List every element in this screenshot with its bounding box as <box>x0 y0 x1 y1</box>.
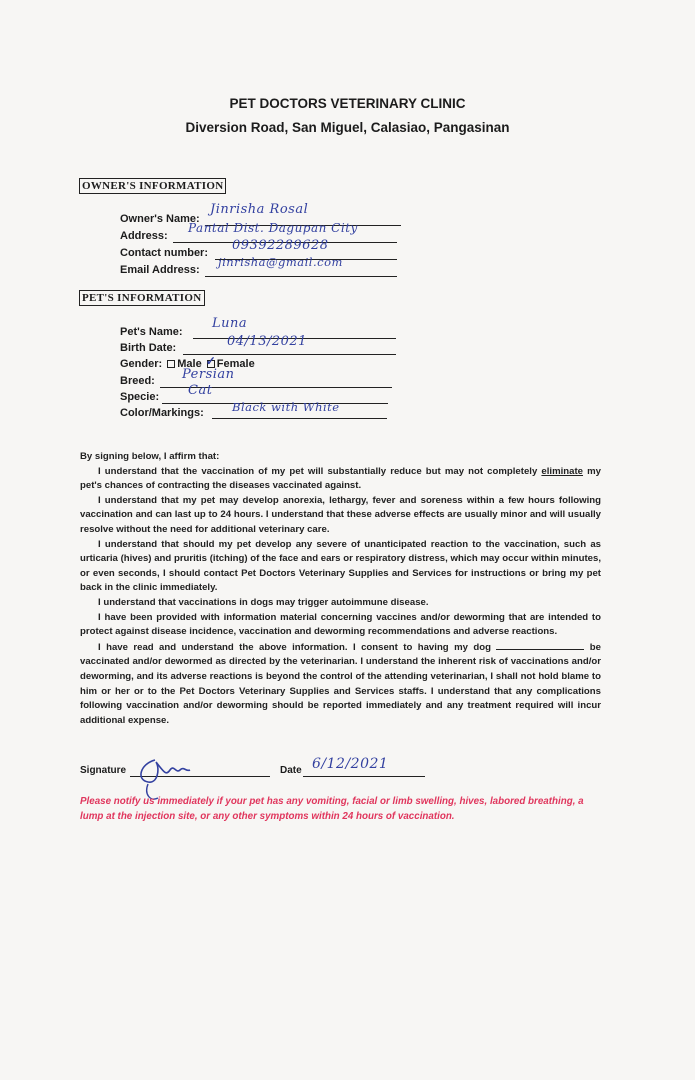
dog-name-blank <box>496 640 584 650</box>
acknowledgement-text <box>80 450 601 728</box>
date-value: 6/12/2021 <box>312 756 389 772</box>
owner-name-value: Jinrisha Rosal <box>210 202 309 217</box>
ack-p1-a: I understand that the vaccination of my pet will substantially reduce but may not completely <box>98 465 542 477</box>
check-mark-icon: ✓ <box>205 354 216 369</box>
ack-p6-a: I have read and understand the above information. I consent to having my dog <box>98 641 491 653</box>
pet-name-value: Luna <box>212 316 248 331</box>
ack-p6-b: be vaccinated and/or dewormed as directed by the veterinarian. I understand the inherent risk of vaccinations and/or deworming, and its adverse reactions is beyond the control of the attending veterinarian, I shall not hold blame to him or her or to the Pet Doctors Veterinary Supplies and Services staffs. I understand that any complications following vaccination and/or deworming should be reported immediately and any treatment required will incur additional expense. <box>80 641 601 726</box>
contact-number-label: Contact number: <box>120 247 208 259</box>
ack-paragraph-4: I understand that vaccinations in dogs may trigger autoimmune disease. <box>98 596 429 608</box>
specie-label: Specie: <box>120 391 160 403</box>
male-checkbox[interactable] <box>167 360 175 368</box>
gender-female-label: Female <box>216 358 255 370</box>
ack-intro: By signing below, I affirm that: <box>80 451 220 462</box>
color-markings-label: Color/Markings: <box>120 407 204 419</box>
clinic-name: PET DOCTORS VETERINARY CLINIC <box>229 96 466 111</box>
color-markings-line <box>212 418 387 419</box>
date-label: Date <box>280 765 302 776</box>
ack-paragraph-2: I understand that my pet may develop anorexia, lethargy, fever and soreness within a few hours following vaccination and can last up to 24 hours. I understand that these adverse effects are usually minor and will usually resolve without the need for additional veterinary care. <box>80 494 601 535</box>
email-value: jinrisha@gmail.com <box>218 255 343 269</box>
ack-p1-b: my pet's chances of contracting the diseases vaccinated against. <box>80 465 601 492</box>
breed-value: Persian <box>182 367 235 382</box>
owner-name-label: Owner's Name: <box>120 213 200 225</box>
date-line <box>303 776 425 777</box>
signature-label: Signature <box>80 765 127 776</box>
ack-paragraph-6 <box>80 640 601 729</box>
contact-number-value: 09392289628 <box>232 238 329 253</box>
owner-address-label: Address: <box>120 230 168 242</box>
symptom-notice: Please notify us immediately if your pet has any vomiting, facial or limb swelling, hives, labored breathing, a lump at the injection site, or any other symptoms within 24 hours of vaccination. <box>80 796 584 822</box>
owner-section-heading: OWNER'S INFORMATION <box>79 178 226 194</box>
ack-paragraph-5: I have been provided with information material concerning vaccines and/or deworming that are intended to protect against disease incidence, vaccination and deworming recommendations and adverse reactions. <box>80 611 601 638</box>
gender-male-label: Male <box>177 358 202 370</box>
ack-paragraph-3: I understand that should my pet develop any severe of unanticipated reaction to the vaccination, such as urticaria (hives) and pruritis (itching) of the face and ears or respiratory distress, which may occur within minutes, or even seconds, I should contact Pet Doctors Veterinary Supplies and Services for instructions or bring my pet back in the clinic immediately. <box>80 538 601 594</box>
color-markings-value: Black with White <box>232 400 340 414</box>
signature-stroke <box>141 760 190 782</box>
birth-date-value: 04/13/2021 <box>227 334 307 349</box>
birth-date-label: Birth Date: <box>120 342 177 354</box>
breed-label: Breed: <box>120 375 155 387</box>
owner-address-value: Pantal Dist. Dagupan City <box>188 221 358 235</box>
specie-value: Cat <box>188 383 213 398</box>
email-line <box>205 276 397 277</box>
ack-p1-emphasis: eliminate <box>541 465 584 477</box>
gender-label: Gender: <box>120 358 163 370</box>
email-label: Email Address: <box>120 264 200 276</box>
pet-name-label: Pet's Name: <box>120 326 183 338</box>
clinic-address: Diversion Road, San Miguel, Calasiao, Pangasinan <box>185 120 510 135</box>
ack-paragraph-1 <box>80 465 601 494</box>
pet-section-heading: PET'S INFORMATION <box>79 290 205 306</box>
